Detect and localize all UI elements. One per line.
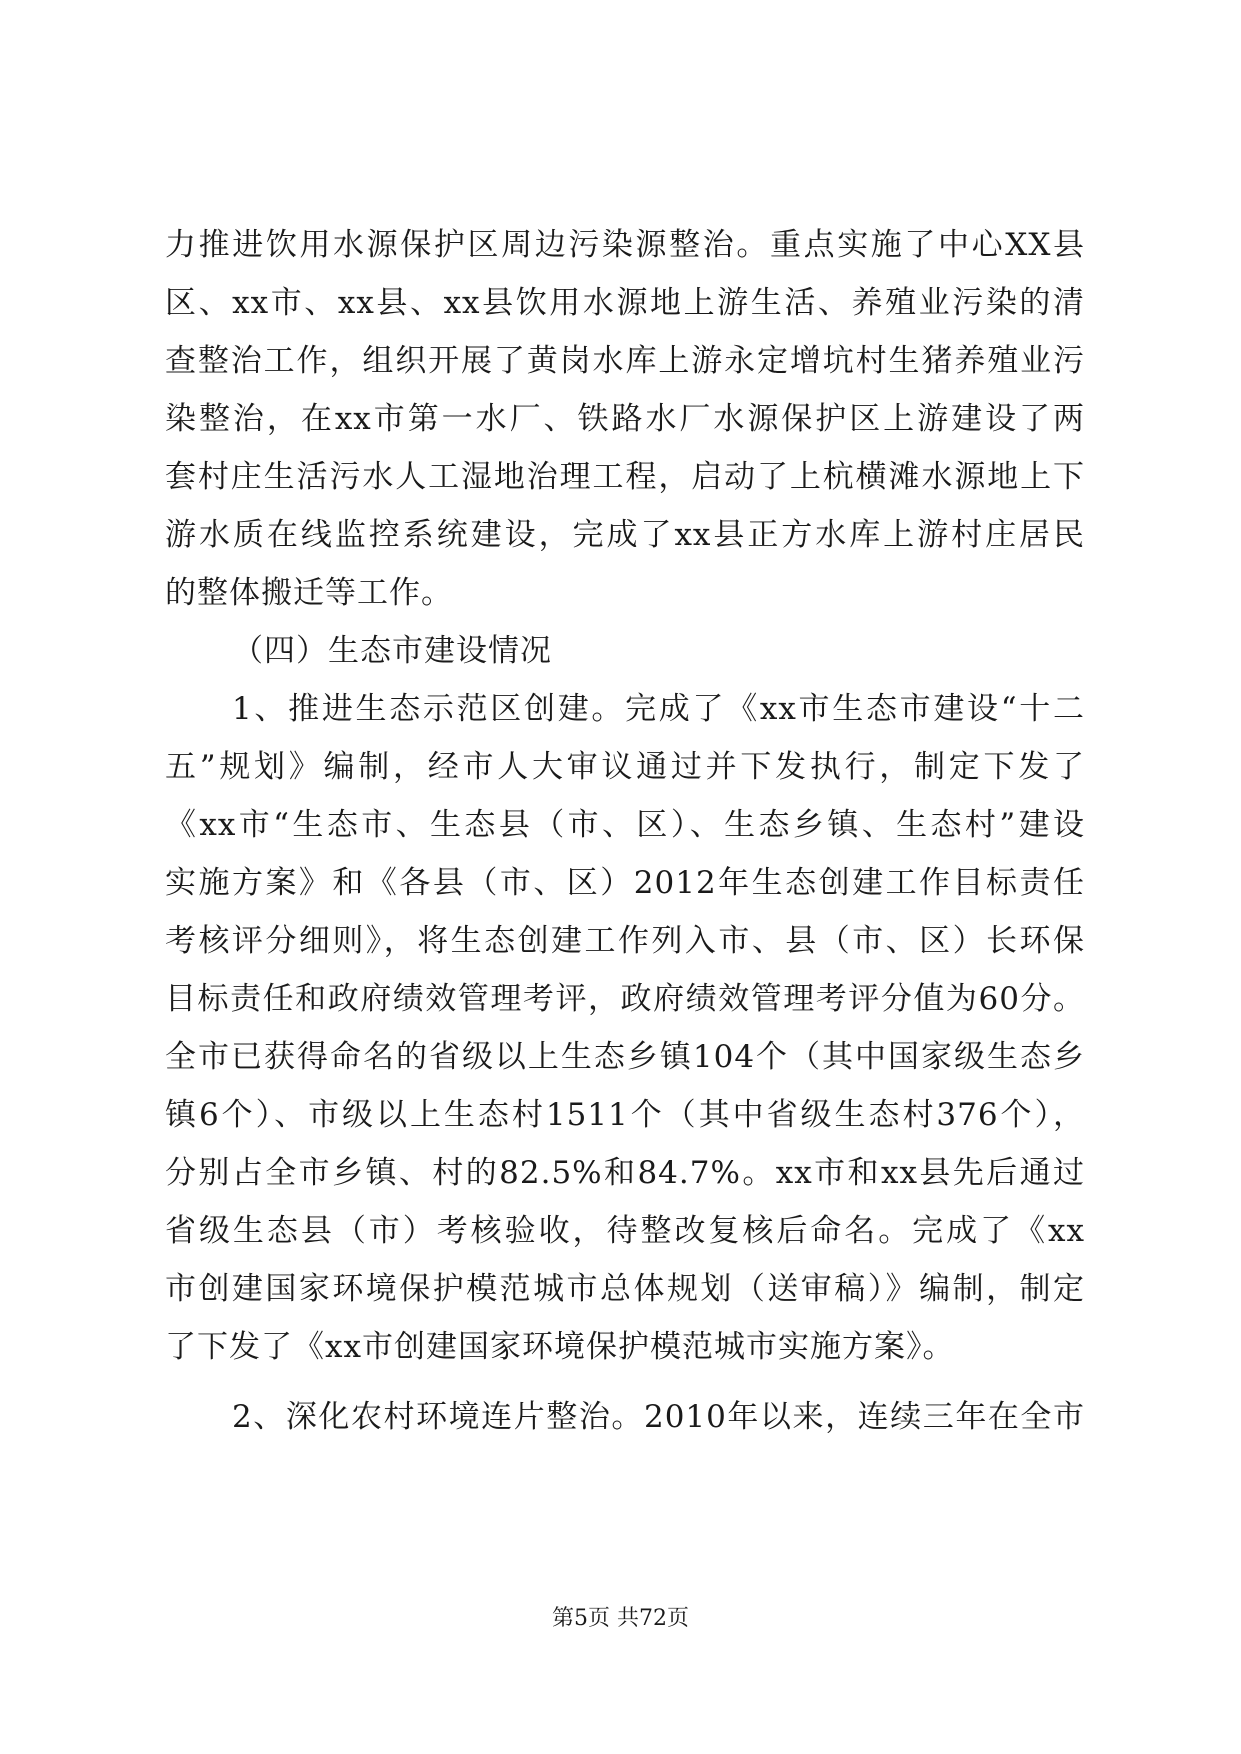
text-line: 的整体搬迁等工作。 (165, 575, 453, 611)
text-line: 了下发了《xx市创建国家环境保护模范城市实施方案》。 (165, 1329, 955, 1365)
text-line: 实施方案》和《各县（市、区）2012年生态创建工作目标责任 (165, 865, 1085, 901)
text-line: 镇6个）、市级以上生态村1511个（其中省级生态村376个）， (165, 1097, 1085, 1133)
text-line: 游水质在线监控系统建设，完成了xx县正方水库上游村庄居民 (165, 517, 1085, 553)
text-line: 力推进饮用水源保护区周边污染源整治。重点实施了中心XX县 (165, 227, 1085, 263)
section-heading: （四）生态市建设情况 (232, 633, 552, 669)
page-number-footer: 第5页 共72页 (552, 1606, 689, 1631)
text-line: 《xx市“生态市、生态县（市、区）、生态乡镇、生态村”建设 (165, 807, 1085, 843)
text-line: 染整治，在xx市第一水厂、铁路水厂水源保护区上游建设了两 (165, 401, 1085, 437)
text-line: 全市已获得命名的省级以上生态乡镇104个（其中国家级生态乡 (165, 1039, 1085, 1075)
text-line: 省级生态县（市）考核验收，待整改复核后命名。完成了《xx (165, 1213, 1085, 1249)
text-line: 区、xx市、xx县、xx县饮用水源地上游生活、养殖业污染的清 (165, 285, 1085, 321)
text-line: 考核评分细则》，将生态创建工作列入市、县（市、区）长环保 (165, 923, 1085, 959)
text-line: 查整治工作，组织开展了黄岗水库上游永定增坑村生猪养殖业污 (165, 343, 1085, 379)
text-line: 市创建国家环境保护模范城市总体规划（送审稿）》编制，制定 (165, 1271, 1085, 1307)
text-line: 目标责任和政府绩效管理考评，政府绩效管理考评分值为60分。 (165, 981, 1085, 1017)
text-line: 分别占全市乡镇、村的82.5%和84.7%。xx市和xx县先后通过 (165, 1155, 1085, 1191)
paragraph-first-line: 1、推进生态示范区创建。完成了《xx市生态市建设“十二 (232, 691, 1085, 727)
paragraph-first-line: 2、深化农村环境连片整治。2010年以来，连续三年在全市 (232, 1399, 1085, 1435)
text-line: 套村庄生活污水人工湿地治理工程，启动了上杭横滩水源地上下 (165, 459, 1085, 495)
text-line: 五”规划》编制，经市人大审议通过并下发执行，制定下发了 (165, 749, 1085, 785)
